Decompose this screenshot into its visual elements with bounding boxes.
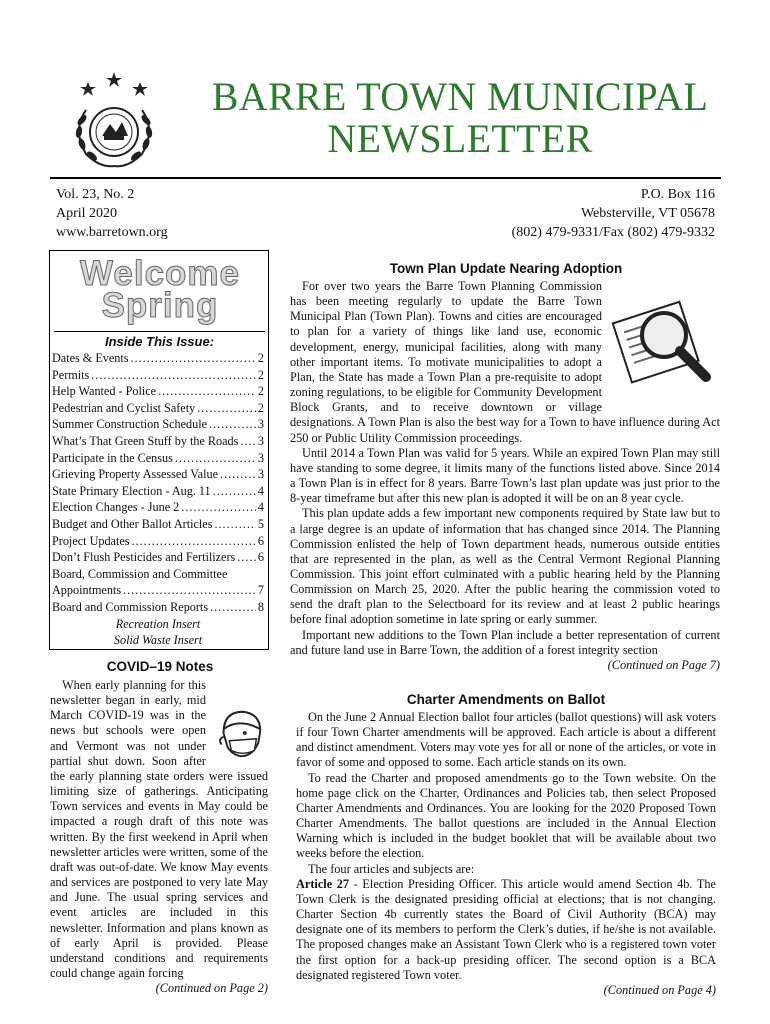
town-plan-paragraph-2: Until 2014 a Town Plan was valid for 5 years. While an expired Town Plan may still have standing to some degree, it limits many of the functions listed above. Since 2014 a Town Plan is in effect for 8 years. Barre Town’s last plan update was just prior to the 8-year timeframe but after this new plan is adopted it will be on an 8 year cycle. [290, 445, 720, 506]
charter-heading: Charter Amendments on Ballot [406, 692, 606, 707]
article-27-text: - Election Presiding Officer. This article would amend Section 4b. The Town Clerk is the designated presiding official at elections; that is not changing. Charter Section 4b currently states the Board of Civil Authority (BCA) may designate one of its members to perform the Clerk’s duties, if he/she is not available. The proposed changes make an Assistant Town Clerk who is a registered town voter the first option for a back-up presiding officer. The second option is a BCA designated registered Town voter. [296, 876, 716, 982]
website-link[interactable]: www.barretown.org [56, 225, 168, 240]
welcome-word: Welcome [79, 254, 241, 293]
town-plan-paragraph-3: This plan update adds a few important new components required by State law but to a large degree is an update of information that has changed since 2014. The Planning Commission enlisted the help of Town department heads, numerous outside entities that are represented in the plan, as well as the Central Vermont Regional Planning Commission. This joint effort culminated with a public hearing held by the Planning Commission on March 25, 2020. After the public hearing the commission voted to send the draft plan to the Selectboard for its review and at least 2 public hearings before final adoption sometime in late spring or early summer. [290, 506, 720, 627]
inside-this-issue-title: Inside This Issue: [104, 334, 215, 349]
covid-article [50, 678, 268, 996]
toc-item[interactable]: Budget and Other Ballot Articles ..... 5 [52, 516, 264, 533]
toc-item[interactable]: What’s That Green Stuff by the Roads ..... 3 [52, 433, 264, 450]
toc-item[interactable]: Dates & Events ..... 2 [52, 350, 264, 367]
toc-item[interactable]: Grieving Property Assessed Value ..... 3 [52, 466, 264, 483]
toc-item[interactable]: Don’t Flush Pesticides and Fertilizers ..... 6 [52, 549, 264, 566]
town-plan-article [290, 279, 720, 673]
charter-continued[interactable]: (Continued on Page 4) [603, 982, 716, 997]
charter-paragraph-3: The four articles and subjects are: [308, 861, 475, 876]
town-seal-logo [52, 70, 176, 174]
toc-item[interactable]: Help Wanted - Police ..... 2 [52, 383, 264, 400]
toc-item[interactable]: Board, Commission and Committee [52, 566, 228, 581]
inside-divider [54, 331, 265, 332]
title-line-1: BARRE TOWN MUNICIPAL [211, 74, 709, 119]
contact-info [512, 185, 715, 242]
town-plan-paragraph-1: For over two years the Barre Town Planning Commission has been meeting regularly to update the Barre Town Municipal Plan (Town Plan). Towns and cities are encouraged to plan for a variety of things like land use, economic development, energy, municipal facilities, along with many other important items. To motivate municipalities to adopt a Plan, the State has made a Town Plan a pre-requisite to adopt zoning regulations, to be eligible for Community Development Block Grants, and to receive downtown or village designations. A Town Plan is also the best way for a Town to have influence during Act 250 or Public Utility Commission proceedings. [290, 279, 720, 445]
toc-item[interactable]: Pedestrian and Cyclist Safety ..... 2 [52, 400, 264, 417]
town-plan-paragraph-4: Important new additions to the Town Plan include a better representation of current and future land use in Barre Town, the addition of a forest integrity section [290, 627, 720, 657]
issue-date: April 2020 [56, 206, 118, 221]
toc-item[interactable]: Participate in the Census ..... 3 [52, 450, 264, 467]
table-of-contents [52, 350, 264, 649]
charter-paragraph-1: On the June 2 Annual Election ballot four articles (ballot questions) will ask voters if four Town Charter amendments will be approved. Each article is about a different and distinct amendment. Voters may vote yes for all or none of the articles, or vote in favor of some and opposed to some. Each article stands on its own. [296, 710, 716, 770]
solid-waste-insert[interactable]: Solid Waste Insert [113, 633, 203, 648]
po-box: P.O. Box 116 [640, 187, 715, 202]
charter-paragraph-2: To read the Charter and proposed amendments go to the Town website. On the home page click on the Charter, Ordinances and Policies tab, then select Proposed Charter Amendments and Ordinances. You are looking for the 2020 Proposed Town Charter Amendments. The ballot questions are included in the Annual Election Warning which is included in the budget booklet that will be available about two weeks before the election. [296, 770, 716, 861]
town-plan-continued[interactable]: (Continued on Page 7) [607, 657, 720, 672]
toc-item[interactable]: Project Updates ..... 6 [52, 533, 264, 550]
covid-paragraph: When early planning for this newsletter began in early, mid March COVID-19 was in the news but schools were open and Vermont was not under partial shut down. Soon after the early planning state orders were issued limiting size of gatherings. Anticipating Town services and events in May could be impacted a rough draft of this note was written. By the first weekend in April when newsletter articles were written, some of the draft was out-of-date. We know May events and services are postponed to very late May and June. The usual spring services and event articles are included in this newsletter. Information and plans known as of early April is provided. Please understand conditions and requirements could change again forcing [50, 678, 268, 980]
masked-person-icon [210, 702, 268, 764]
article-27-label: Article 27 [296, 876, 350, 891]
magnifying-glass-document-icon [602, 279, 720, 403]
covid-heading: COVID–19 Notes [106, 659, 214, 674]
newsletter-title [200, 76, 720, 160]
toc-item[interactable]: State Primary Election - Aug. 11 ..... 4 [52, 483, 264, 500]
title-line-2: NEWSLETTER [327, 116, 593, 161]
toc-item[interactable]: Election Changes - June 2 ..... 4 [52, 499, 264, 516]
covid-continued[interactable]: (Continued on Page 2) [155, 981, 268, 996]
toc-item[interactable]: Summer Construction Schedule ..... 3 [52, 416, 264, 433]
phone-fax: (802) 479-9331/Fax (802) 479-9332 [511, 225, 715, 240]
volume-number: Vol. 23, No. 2 [56, 187, 135, 202]
spring-word: Spring [101, 286, 219, 325]
recreation-insert[interactable]: Recreation Insert [115, 616, 201, 631]
toc-item[interactable]: Board and Commission Reports ..... 8 [52, 599, 264, 616]
city-address: Websterville, VT 05678 [580, 206, 715, 221]
town-plan-heading: Town Plan Update Nearing Adoption [389, 261, 623, 276]
charter-article-27 [296, 877, 716, 983]
toc-item[interactable]: Permits ..... 2 [52, 367, 264, 384]
issue-info [56, 185, 168, 242]
charter-article [296, 710, 716, 998]
welcome-spring-graphic [56, 254, 264, 325]
toc-item[interactable]: Appointments ..... 7 [52, 582, 264, 599]
masthead-divider [50, 177, 721, 179]
